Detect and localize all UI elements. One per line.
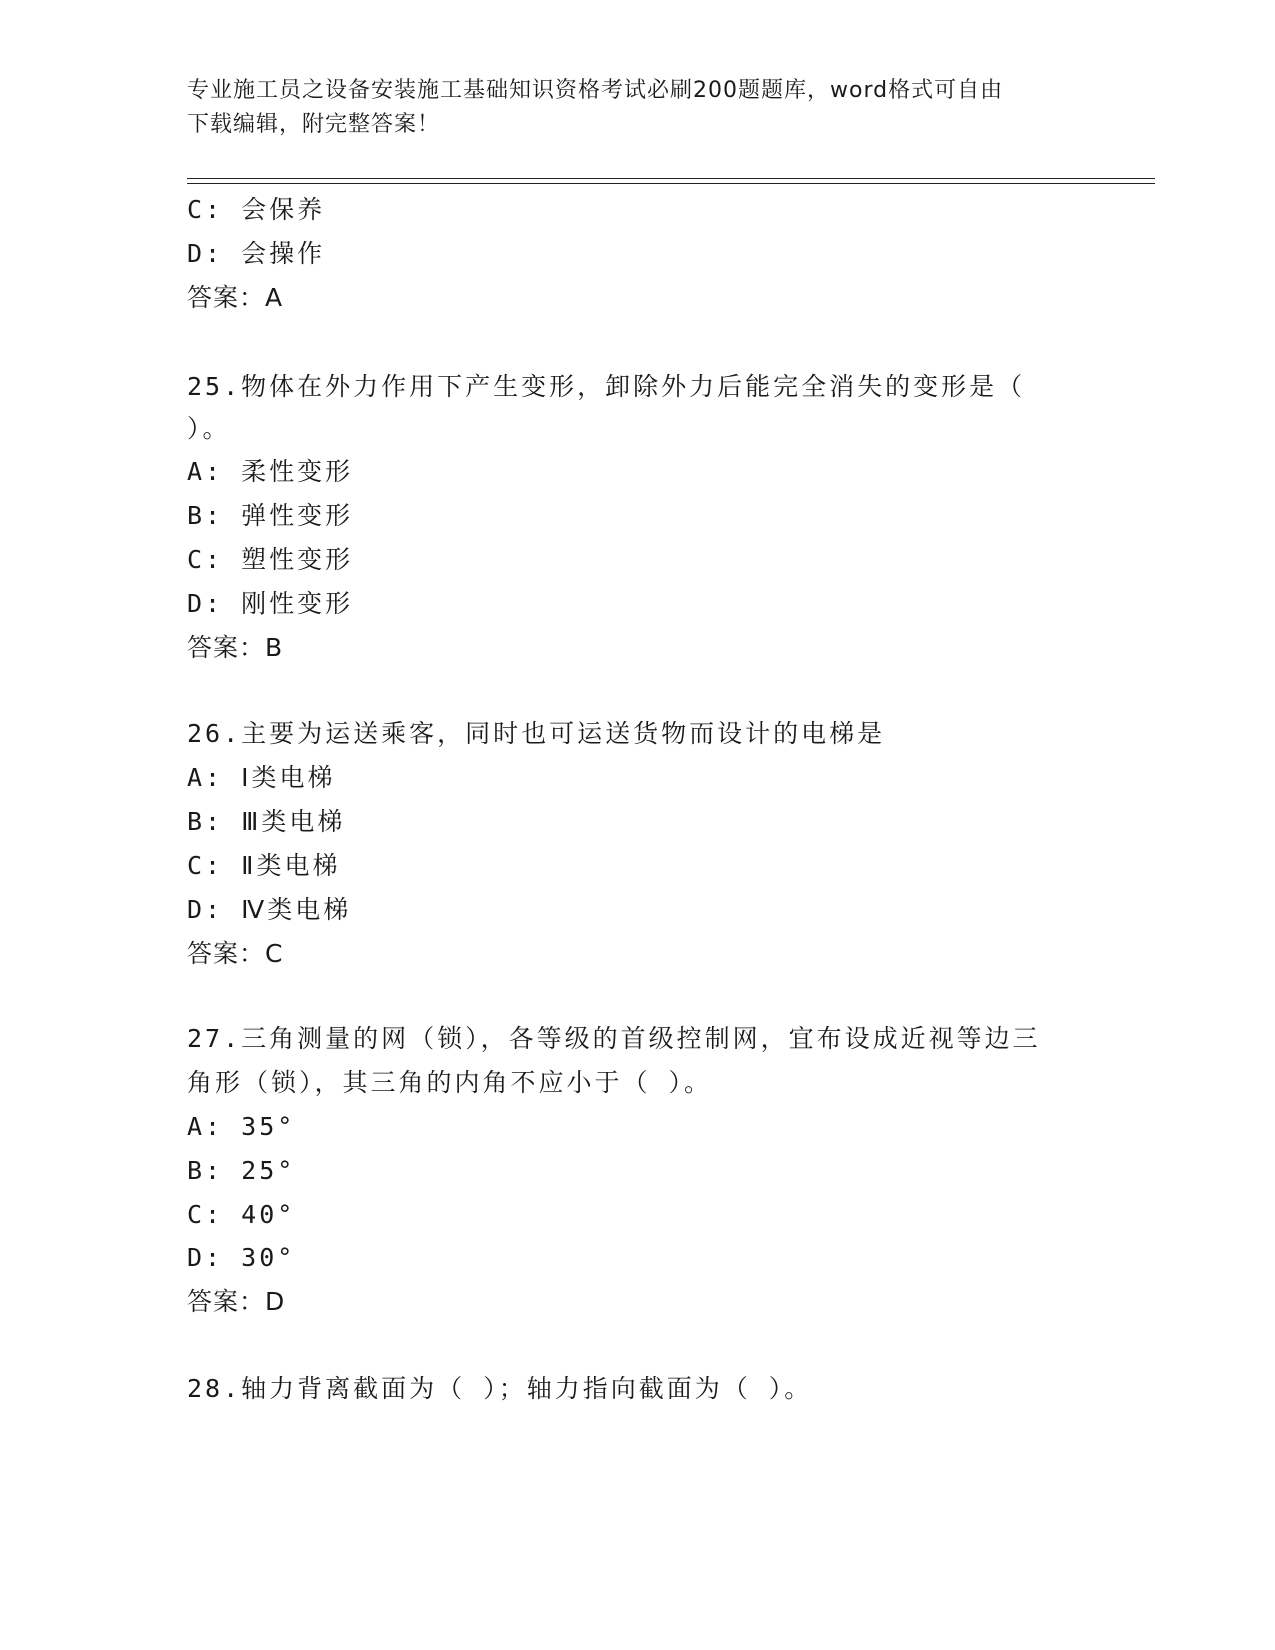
q27-option-d: D: 30° <box>187 1243 296 1272</box>
header-divider-top <box>187 178 1155 179</box>
document-header <box>187 74 1087 142</box>
carryover-option-c: C: 会保养 <box>187 195 326 224</box>
q25-stem-line-2: ）。 <box>187 414 231 443</box>
q26-answer: 答案：C <box>187 939 284 968</box>
q27-option-b: B: 25° <box>187 1156 296 1185</box>
q25-option-b: B: 弹性变形 <box>187 501 354 530</box>
q27-option-a: A: 35° <box>187 1112 296 1141</box>
q25-stem-line-1: 25.物体在外力作用下产生变形，卸除外力后能完全消失的变形是（ <box>187 372 1026 401</box>
q25-answer: 答案：B <box>187 633 284 662</box>
q27-answer: 答案：D <box>187 1287 286 1316</box>
carryover-answer: 答案：A <box>187 283 284 312</box>
header-divider-bottom <box>187 183 1155 184</box>
q26-option-b: B: Ⅲ类电梯 <box>187 807 346 836</box>
q26-stem-line-1: 26.主要为运送乘客，同时也可运送货物而设计的电梯是 <box>187 719 886 748</box>
q27-option-c: C: 40° <box>187 1200 296 1229</box>
q25-option-d: D: 刚性变形 <box>187 589 354 618</box>
q27-stem-line-2: 角形（锁），其三角的内角不应小于（ ）。 <box>187 1068 713 1097</box>
q26-option-a: A: Ⅰ类电梯 <box>187 763 336 792</box>
header-line-1: 专业施工员之设备安装施工基础知识资格考试必刷200题题库，word格式可自由 <box>187 78 1004 103</box>
q26-option-d: D: Ⅳ类电梯 <box>187 895 352 924</box>
q28-stem-line-1: 28.轴力背离截面为（ ）；轴力指向截面为（ ）。 <box>187 1374 813 1403</box>
q25-option-c: C: 塑性变形 <box>187 545 354 574</box>
carryover-option-d: D: 会操作 <box>187 239 326 268</box>
header-line-2: 下载编辑，附完整答案！ <box>187 112 441 137</box>
q26-option-c: C: Ⅱ类电梯 <box>187 851 341 880</box>
q25-option-a: A: 柔性变形 <box>187 457 354 486</box>
q27-stem-line-1: 27.三角测量的网（锁），各等级的首级控制网，宜布设成近视等边三 <box>187 1024 1041 1053</box>
